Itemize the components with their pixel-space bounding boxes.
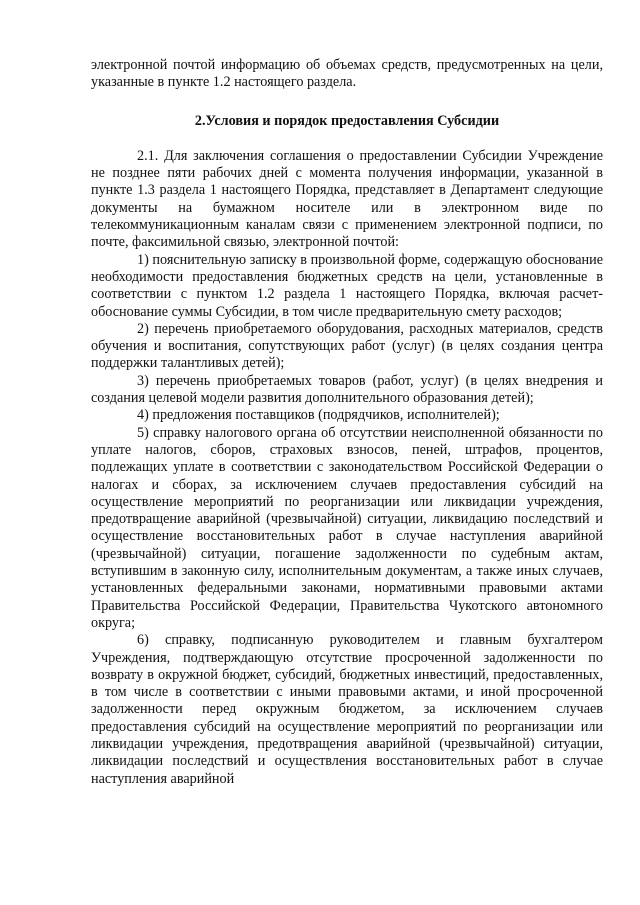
document-page — [91, 57, 603, 788]
list-item-3: 3) перечень приобретаемых товаров (работ, услуг) (в целях внедрения и создания целевой модели развития дополнительного образования детей); — [91, 372, 603, 407]
paragraph-2-1: 2.1. Для заключения соглашения о предоставлении Субсидии Учреждение не позднее пяти рабочих дней с момента получения информации, указанной в пункте 1.3 раздела 1 настоящего Порядка, представляет в Департамент следующие документы на бумажном носителе или в электронном виде по телекоммуникационным каналам связи с применением электронной подписи, по почте, факсимильной связью, электронной почтой: — [91, 147, 603, 251]
list-item-5: 5) справку налогового органа об отсутствии неисполненной обязанности по уплате налогов, сборов, страховых взносов, пеней, штрафов, процентов, подлежащих уплате в соответствии с законодательством Российской Федерации о налогах и сборах, за исключением случаев предоставления субсидий на осуществление мероприятий по реорганизации или ликвидации учреждения, предотвращение аварийной (чрезвычайной) ситуации, ликвидацию последствий и осуществление восстановительных работ в случае наступления аварийной (чрезвычайной) ситуации, погашение задолженности по судебным актам, вступившим в законную силу, исполнительным документам, а также иных случаев, установленных федеральными законами, нормативными правовыми актами Правительства Российской Федерации, Правительства Чукотского автономного округа; — [91, 424, 603, 631]
section-heading: 2.Условия и порядок предоставления Субсидии — [194, 112, 500, 129]
list-item-6: 6) справку, подписанную руководителем и главным бухгалтером Учреждения, подтверждающую отсутствие просроченной задолженности по возврату в окружной бюджет, субсидий, бюджетных инвестиций, предоставленных, в том числе в соответствии с иными правовыми актами, и иной просроченной задолженности перед окружным бюджетом, за исключением случаев предоставления субсидий на осуществление мероприятий по реорганизации или ликвидации учреждения, предотвращения аварийной (чрезвычайной) ситуации, ликвидации последствий и осуществления восстановительных работ в случае наступления аварийной — [91, 632, 603, 787]
list-item-1: 1) пояснительную записку в произвольной форме, содержащую обоснование необходимости предоставления бюджетных средств на цели, установленные в соответствии с пунктом 1.2 раздела 1 настоящего Порядка, включая расчет-обоснование суммы Субсидии, в том числе предварительную смету расходов; — [91, 251, 603, 320]
list-item-4: 4) предложения поставщиков (подрядчиков, исполнителей); — [137, 407, 500, 424]
intro-paragraph: электронной почтой информацию об объемах средств, предусмотренных на цели, указанные в пункте 1.2 настоящего раздела. — [91, 57, 603, 91]
list-item-2: 2) перечень приобретаемого оборудования, расходных материалов, средств обучения и воспитания, сопутствующих работ (услуг) (в целях создания центра поддержки талантливых детей); — [91, 320, 603, 372]
